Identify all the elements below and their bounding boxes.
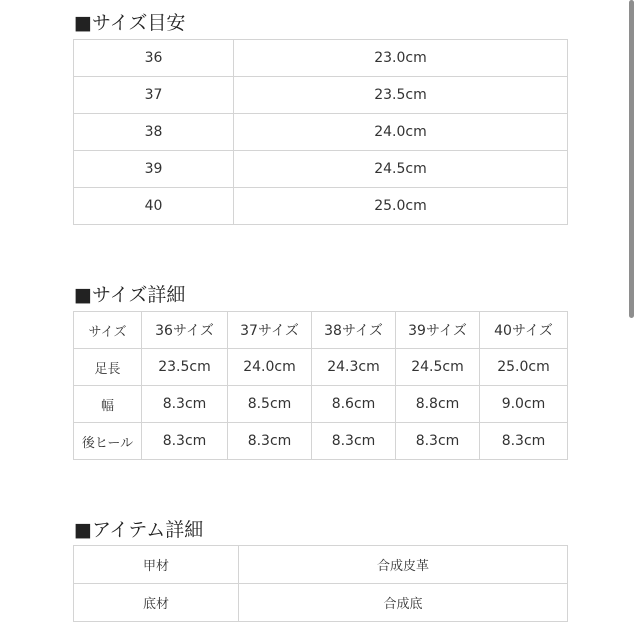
column-header: 40サイズ: [480, 312, 568, 349]
material-label: 甲材: [74, 546, 239, 584]
table-row: [74, 114, 568, 151]
table-cell: 24.0cm: [228, 349, 312, 386]
table-cell: 8.5cm: [228, 386, 312, 423]
material-value: 合成底: [239, 584, 568, 622]
size-cell: 36: [74, 40, 234, 77]
size-detail-table: [73, 311, 568, 460]
size-cell: 39: [74, 151, 234, 188]
foot-length-cell: 24.0cm: [234, 114, 568, 151]
foot-length-cell: 23.0cm: [234, 40, 568, 77]
table-cell: 8.3cm: [396, 423, 480, 460]
table-row: [74, 423, 568, 460]
table-cell: 23.5cm: [142, 349, 228, 386]
row-label: 足長: [74, 349, 142, 386]
table-cell: 24.3cm: [312, 349, 396, 386]
row-label: 幅: [74, 386, 142, 423]
table-cell: 8.3cm: [142, 386, 228, 423]
material-label: 底材: [74, 584, 239, 622]
table-cell: 25.0cm: [480, 349, 568, 386]
table-row: [74, 386, 568, 423]
table-cell: 8.3cm: [142, 423, 228, 460]
foot-length-cell: 24.5cm: [234, 151, 568, 188]
table-header-row: [74, 312, 568, 349]
size-guide-table: [73, 39, 568, 225]
table-cell: 24.5cm: [396, 349, 480, 386]
table-row: [74, 188, 568, 225]
table-cell: 8.3cm: [480, 423, 568, 460]
table-cell: 8.8cm: [396, 386, 480, 423]
table-row: [74, 77, 568, 114]
table-row: [74, 40, 568, 77]
table-cell: 8.3cm: [228, 423, 312, 460]
scrollbar[interactable]: [629, 0, 634, 318]
foot-length-cell: 25.0cm: [234, 188, 568, 225]
item-detail-table: [73, 545, 568, 622]
size-cell: 38: [74, 114, 234, 151]
table-cell: 8.3cm: [312, 423, 396, 460]
size-cell: 40: [74, 188, 234, 225]
table-row: [74, 151, 568, 188]
table-row: [74, 546, 568, 584]
item-detail-heading: ■アイテム詳細: [74, 519, 204, 541]
table-cell: 9.0cm: [480, 386, 568, 423]
material-value: 合成皮革: [239, 546, 568, 584]
row-label: 後ヒール: [74, 423, 142, 460]
column-header: サイズ: [74, 312, 142, 349]
column-header: 36サイズ: [142, 312, 228, 349]
size-cell: 37: [74, 77, 234, 114]
table-row: [74, 349, 568, 386]
column-header: 37サイズ: [228, 312, 312, 349]
size-guide-heading: ■サイズ目安: [74, 12, 186, 34]
foot-length-cell: 23.5cm: [234, 77, 568, 114]
column-header: 38サイズ: [312, 312, 396, 349]
size-detail-heading: ■サイズ詳細: [74, 284, 186, 306]
table-cell: 8.6cm: [312, 386, 396, 423]
table-row: [74, 584, 568, 622]
column-header: 39サイズ: [396, 312, 480, 349]
